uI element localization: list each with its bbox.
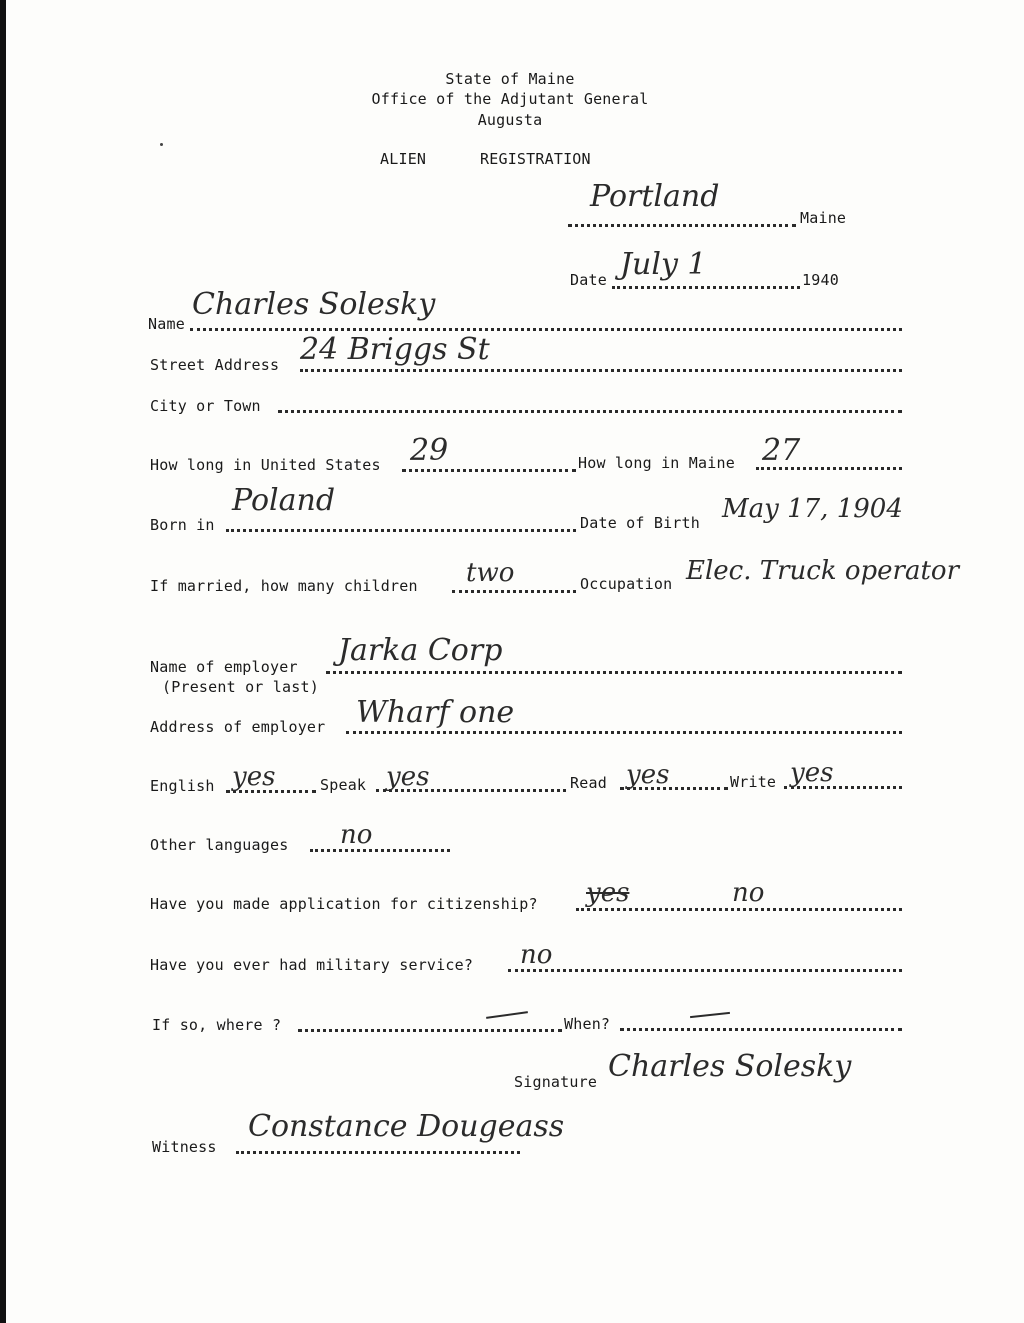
when-dash-mark <box>690 1012 730 1018</box>
street-label: Street Address <box>150 356 280 374</box>
dob-label: Date of Birth <box>580 514 700 532</box>
occupation-label: Occupation <box>580 575 673 593</box>
maine-years-label: How long in Maine <box>578 454 735 472</box>
other-languages-line <box>310 847 450 852</box>
form-title-alien: ALIEN <box>380 150 427 168</box>
name-value: Charles Solesky <box>192 287 436 322</box>
us-years-value: 29 <box>410 433 449 468</box>
header-office: Office of the Adjutant General <box>371 90 649 108</box>
occupation-value: Elec. Truck operator <box>686 556 960 586</box>
place-suffix: Maine <box>800 209 847 227</box>
born-label: Born in <box>150 516 215 534</box>
write-label: Write <box>730 773 777 791</box>
name-line <box>190 326 902 331</box>
city-label: City or Town <box>150 397 261 415</box>
other-languages-value: no <box>340 820 373 850</box>
employer-value: Jarka Corp <box>338 633 503 668</box>
date-year: 1940 <box>802 271 839 289</box>
place-handwritten: Portland <box>590 179 720 214</box>
witness-label: Witness <box>152 1138 217 1156</box>
born-line <box>226 527 576 532</box>
where-label: If so, where ? <box>152 1016 282 1034</box>
english-label: English <box>150 777 215 795</box>
street-value: 24 Briggs St <box>300 332 490 367</box>
signature-value: Charles Solesky <box>608 1049 852 1084</box>
read-value: yes <box>626 760 670 790</box>
scan-speck <box>160 143 163 146</box>
dob-value: May 17, 1904 <box>722 494 903 524</box>
when-label: When? <box>564 1015 611 1033</box>
children-value: two <box>466 558 515 588</box>
write-value: yes <box>790 758 834 788</box>
military-value: no <box>520 940 553 970</box>
employer-address-label: Address of employer <box>150 718 326 736</box>
children-line <box>452 588 576 593</box>
scan-edge <box>0 0 6 1323</box>
military-line <box>508 967 902 972</box>
english-value: yes <box>232 762 276 792</box>
speak-value: yes <box>386 762 430 792</box>
where-dash-mark <box>486 1011 528 1019</box>
born-value: Poland <box>232 483 336 518</box>
read-label: Read <box>570 774 607 792</box>
form-title-registration: REGISTRATION <box>480 150 591 168</box>
witness-line <box>236 1149 520 1154</box>
header-state: State of Maine <box>445 70 575 88</box>
children-label: If married, how many children <box>150 577 418 595</box>
employer-sublabel: (Present or last) <box>162 678 319 696</box>
citizenship-label: Have you made application for citizenship? <box>150 895 538 913</box>
date-handwritten: July 1 <box>620 247 707 282</box>
employer-line <box>326 669 902 674</box>
date-line <box>612 284 800 289</box>
speak-label: Speak <box>320 776 367 794</box>
city-line <box>278 408 902 413</box>
citizenship-struck-value: yes <box>586 878 630 908</box>
name-label: Name <box>148 315 185 333</box>
header-city: Augusta <box>477 111 543 129</box>
date-label: Date <box>570 271 607 289</box>
where-line <box>298 1027 562 1032</box>
citizenship-value: no <box>732 878 765 908</box>
signature-label: Signature <box>514 1073 598 1091</box>
employer-label: Name of employer <box>150 658 298 676</box>
when-line <box>620 1026 902 1031</box>
witness-value: Constance Dougeass <box>248 1109 565 1144</box>
place-line <box>568 222 796 227</box>
employer-address-value: Wharf one <box>356 695 515 730</box>
military-label: Have you ever had military service? <box>150 956 474 974</box>
other-languages-label: Other languages <box>150 836 289 854</box>
us-years-label: How long in United States <box>150 456 381 474</box>
maine-years-value: 27 <box>762 433 801 468</box>
street-line <box>300 367 902 372</box>
